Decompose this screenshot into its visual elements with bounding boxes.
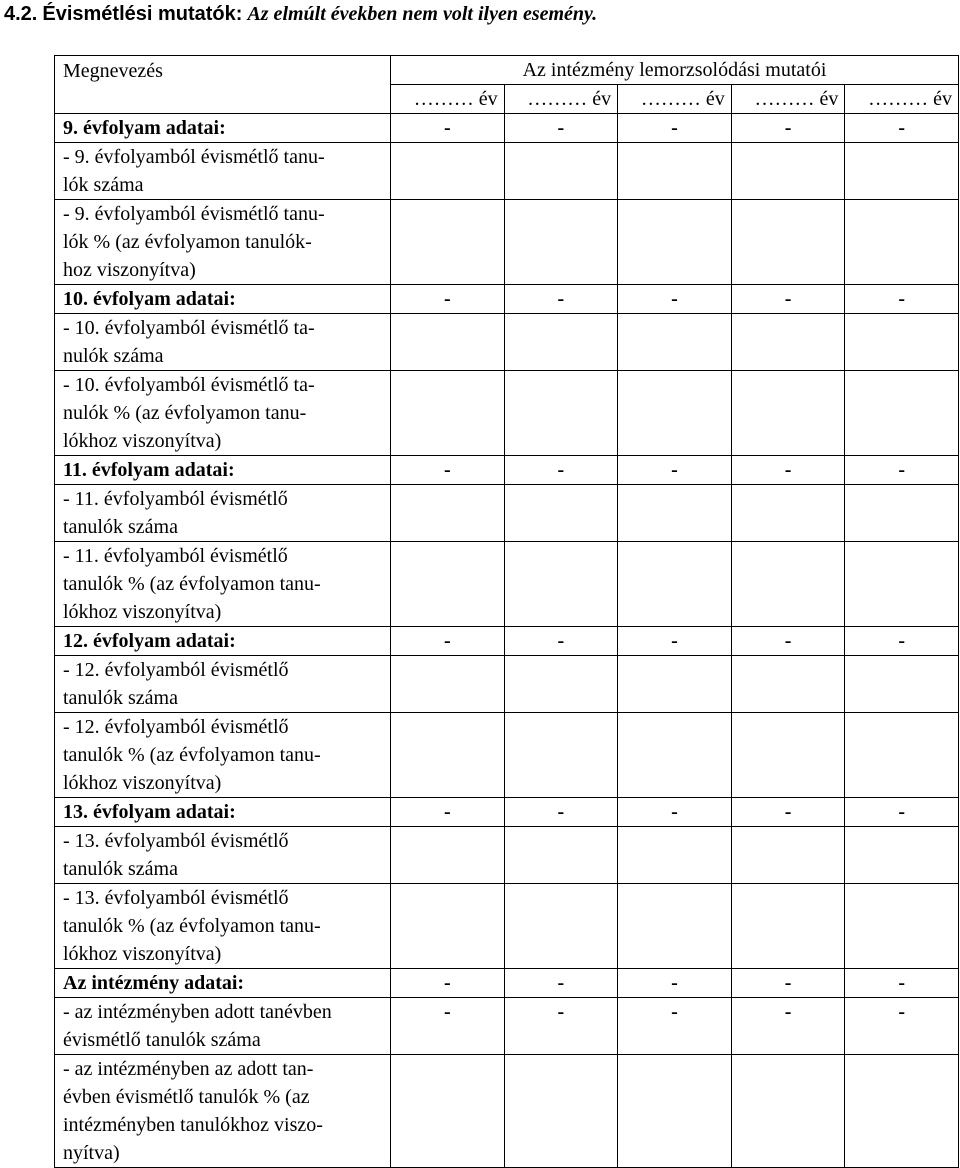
year-value-cell bbox=[391, 542, 505, 627]
year-value-cell: - bbox=[618, 798, 732, 827]
row-label-line: - 9. évfolyamból évismétlő tanu- bbox=[63, 146, 325, 168]
year-value-cell: - bbox=[391, 998, 505, 1055]
year-value-cell bbox=[845, 542, 959, 627]
year-value-cell bbox=[504, 200, 618, 285]
year-value-cell bbox=[731, 1055, 845, 1168]
row-label-line: - 10. évfolyamból évismétlő ta- bbox=[63, 374, 315, 396]
year-value-cell bbox=[845, 1055, 959, 1168]
row-label bbox=[55, 456, 391, 485]
year-value-cell bbox=[504, 542, 618, 627]
section-title: Évismétlési mutatók: bbox=[42, 3, 243, 25]
year-value-cell: - bbox=[618, 456, 732, 485]
year-value-cell bbox=[731, 200, 845, 285]
indicators-group-header: Az intézmény lemorzsolódási mutatói bbox=[391, 56, 959, 85]
year-value-cell bbox=[731, 542, 845, 627]
section-number: 4.2. bbox=[4, 3, 38, 25]
year-value-cell bbox=[618, 1055, 732, 1168]
year-value-cell bbox=[845, 656, 959, 713]
row-label-line: tanulók % (az évfolyamon tanu- bbox=[63, 744, 321, 766]
year-header-3: ……… év bbox=[618, 85, 732, 114]
row-label bbox=[55, 371, 391, 456]
row-label-line: 13. évfolyam adatai: bbox=[63, 801, 236, 823]
year-value-cell: - bbox=[845, 969, 959, 998]
row-label-line: tanulók % (az évfolyamon tanu- bbox=[63, 573, 321, 595]
year-value-cell: - bbox=[391, 114, 505, 143]
year-value-cell bbox=[618, 542, 732, 627]
row-label-line: lókhoz viszonyítva) bbox=[63, 772, 222, 794]
year-value-cell bbox=[845, 485, 959, 542]
table-row bbox=[55, 371, 959, 456]
year-value-cell bbox=[731, 371, 845, 456]
year-value-cell bbox=[391, 827, 505, 884]
year-value-cell: - bbox=[391, 969, 505, 998]
year-value-cell bbox=[618, 314, 732, 371]
year-value-cell bbox=[618, 200, 732, 285]
row-label-line: - 12. évfolyamból évismétlő bbox=[63, 716, 289, 738]
year-value-cell bbox=[618, 485, 732, 542]
table-row bbox=[55, 1055, 959, 1168]
year-value-cell: - bbox=[391, 285, 505, 314]
table-row bbox=[55, 884, 959, 969]
year-value-cell bbox=[618, 827, 732, 884]
year-value-cell: - bbox=[391, 798, 505, 827]
year-value-cell bbox=[391, 1055, 505, 1168]
table-row bbox=[55, 998, 959, 1055]
year-value-cell bbox=[391, 485, 505, 542]
year-value-cell bbox=[504, 884, 618, 969]
year-value-cell bbox=[845, 314, 959, 371]
year-value-cell bbox=[618, 656, 732, 713]
table-row bbox=[55, 285, 959, 314]
row-label-line: lókhoz viszonyítva) bbox=[63, 430, 222, 452]
year-value-cell: - bbox=[845, 456, 959, 485]
section-heading bbox=[4, 2, 597, 26]
table-row bbox=[55, 456, 959, 485]
year-value-cell: - bbox=[845, 114, 959, 143]
year-value-cell bbox=[391, 200, 505, 285]
row-label bbox=[55, 969, 391, 998]
year-value-cell: - bbox=[504, 456, 618, 485]
row-label bbox=[55, 884, 391, 969]
year-value-cell bbox=[391, 884, 505, 969]
row-label bbox=[55, 542, 391, 627]
year-value-cell: - bbox=[618, 969, 732, 998]
year-value-cell bbox=[618, 143, 732, 200]
year-value-cell bbox=[504, 143, 618, 200]
year-value-cell bbox=[618, 884, 732, 969]
year-value-cell bbox=[731, 314, 845, 371]
table-row bbox=[55, 542, 959, 627]
year-value-cell bbox=[845, 371, 959, 456]
row-label-line: - 13. évfolyamból évismétlő bbox=[63, 887, 289, 909]
row-label-line: tanulók száma bbox=[63, 858, 178, 880]
year-value-cell bbox=[504, 656, 618, 713]
row-label-line: - 11. évfolyamból évismétlő bbox=[63, 545, 288, 567]
row-label bbox=[55, 827, 391, 884]
row-label-line: hoz viszonyítva) bbox=[63, 259, 196, 281]
year-value-cell: - bbox=[731, 798, 845, 827]
year-value-cell bbox=[845, 827, 959, 884]
year-value-cell bbox=[504, 713, 618, 798]
year-header-4: ……… év bbox=[731, 85, 845, 114]
year-value-cell: - bbox=[731, 627, 845, 656]
table-row bbox=[55, 656, 959, 713]
row-label-line: - 13. évfolyamból évismétlő bbox=[63, 830, 289, 852]
row-label-line: lók % (az évfolyamon tanulók- bbox=[63, 231, 312, 253]
year-value-cell bbox=[504, 314, 618, 371]
row-label-line: - 10. évfolyamból évismétlő ta- bbox=[63, 317, 315, 339]
section-status-note: Az elmúlt években nem volt ilyen esemény. bbox=[247, 3, 598, 25]
year-value-cell: - bbox=[731, 285, 845, 314]
row-label-line: lókhoz viszonyítva) bbox=[63, 601, 222, 623]
table-row bbox=[55, 114, 959, 143]
year-value-cell bbox=[845, 713, 959, 798]
table-row bbox=[55, 485, 959, 542]
repetition-indicators-table bbox=[54, 55, 959, 1168]
year-header-2: ……… év bbox=[504, 85, 618, 114]
year-value-cell bbox=[504, 1055, 618, 1168]
year-value-cell: - bbox=[845, 998, 959, 1055]
year-value-cell bbox=[391, 713, 505, 798]
row-label-line: 10. évfolyam adatai: bbox=[63, 288, 236, 310]
year-value-cell: - bbox=[391, 627, 505, 656]
year-value-cell bbox=[731, 656, 845, 713]
year-value-cell bbox=[731, 485, 845, 542]
year-value-cell: - bbox=[731, 456, 845, 485]
year-value-cell: - bbox=[731, 998, 845, 1055]
year-value-cell bbox=[504, 485, 618, 542]
row-label-line: 12. évfolyam adatai: bbox=[63, 630, 236, 652]
year-value-cell: - bbox=[731, 969, 845, 998]
row-label-line: Az intézmény adatai: bbox=[63, 972, 245, 994]
year-value-cell: - bbox=[618, 627, 732, 656]
row-label bbox=[55, 143, 391, 200]
row-label-line: tanulók % (az évfolyamon tanu- bbox=[63, 915, 321, 937]
year-value-cell: - bbox=[504, 627, 618, 656]
year-value-cell bbox=[731, 827, 845, 884]
table-row bbox=[55, 969, 959, 998]
year-value-cell: - bbox=[504, 285, 618, 314]
row-label-line: nulók % (az évfolyamon tanu- bbox=[63, 402, 307, 424]
year-value-cell: - bbox=[731, 114, 845, 143]
row-label-line: nyítva) bbox=[63, 1142, 120, 1164]
table-row bbox=[55, 713, 959, 798]
row-label-line: lók száma bbox=[63, 174, 144, 196]
row-label bbox=[55, 200, 391, 285]
year-value-cell bbox=[504, 827, 618, 884]
row-label-line: - az intézményben adott tanévben bbox=[63, 1001, 332, 1023]
row-label bbox=[55, 656, 391, 713]
year-value-cell: - bbox=[845, 627, 959, 656]
row-label-line: 9. évfolyam adatai: bbox=[63, 117, 226, 139]
name-column-header: Megnevezés bbox=[55, 56, 391, 114]
year-value-cell bbox=[731, 143, 845, 200]
year-header-5: ……… év bbox=[845, 85, 959, 114]
row-label-line: tanulók száma bbox=[63, 516, 178, 538]
year-value-cell bbox=[845, 143, 959, 200]
year-value-cell bbox=[504, 371, 618, 456]
year-value-cell: - bbox=[504, 998, 618, 1055]
row-label-line: - 11. évfolyamból évismétlő bbox=[63, 488, 288, 510]
year-value-cell: - bbox=[504, 969, 618, 998]
table-row bbox=[55, 627, 959, 656]
year-value-cell: - bbox=[504, 798, 618, 827]
row-label-line: évben évismétlő tanulók % (az bbox=[63, 1086, 310, 1108]
row-label bbox=[55, 713, 391, 798]
year-value-cell: - bbox=[845, 798, 959, 827]
row-label bbox=[55, 627, 391, 656]
row-label-line: - 12. évfolyamból évismétlő bbox=[63, 659, 289, 681]
row-label-line: nulók száma bbox=[63, 345, 164, 367]
row-label bbox=[55, 998, 391, 1055]
row-label bbox=[55, 798, 391, 827]
year-value-cell bbox=[391, 656, 505, 713]
row-label-line: 11. évfolyam adatai: bbox=[63, 459, 235, 481]
year-value-cell bbox=[618, 371, 732, 456]
table-row bbox=[55, 200, 959, 285]
row-label-line: lókhoz viszonyítva) bbox=[63, 943, 222, 965]
year-value-cell bbox=[391, 371, 505, 456]
table-row bbox=[55, 314, 959, 371]
row-label-line: évismétlő tanulók száma bbox=[63, 1029, 261, 1051]
year-value-cell: - bbox=[391, 456, 505, 485]
year-value-cell bbox=[391, 314, 505, 371]
year-value-cell bbox=[845, 200, 959, 285]
year-value-cell bbox=[618, 713, 732, 798]
table-row bbox=[55, 143, 959, 200]
year-value-cell: - bbox=[618, 285, 732, 314]
year-value-cell bbox=[731, 884, 845, 969]
year-value-cell bbox=[731, 713, 845, 798]
row-label bbox=[55, 285, 391, 314]
row-label-line: tanulók száma bbox=[63, 687, 178, 709]
row-label bbox=[55, 485, 391, 542]
year-value-cell: - bbox=[618, 114, 732, 143]
year-value-cell bbox=[845, 884, 959, 969]
row-label bbox=[55, 114, 391, 143]
year-value-cell: - bbox=[845, 285, 959, 314]
row-label-line: intézményben tanulókhoz viszo- bbox=[63, 1114, 323, 1136]
year-value-cell bbox=[391, 143, 505, 200]
year-value-cell: - bbox=[618, 998, 732, 1055]
row-label-line: - az intézményben az adott tan- bbox=[63, 1058, 314, 1080]
table-row bbox=[55, 798, 959, 827]
year-header-1: ……… év bbox=[391, 85, 505, 114]
row-label bbox=[55, 1055, 391, 1168]
row-label bbox=[55, 314, 391, 371]
table-row bbox=[55, 827, 959, 884]
row-label-line: - 9. évfolyamból évismétlő tanu- bbox=[63, 203, 325, 225]
year-value-cell: - bbox=[504, 114, 618, 143]
